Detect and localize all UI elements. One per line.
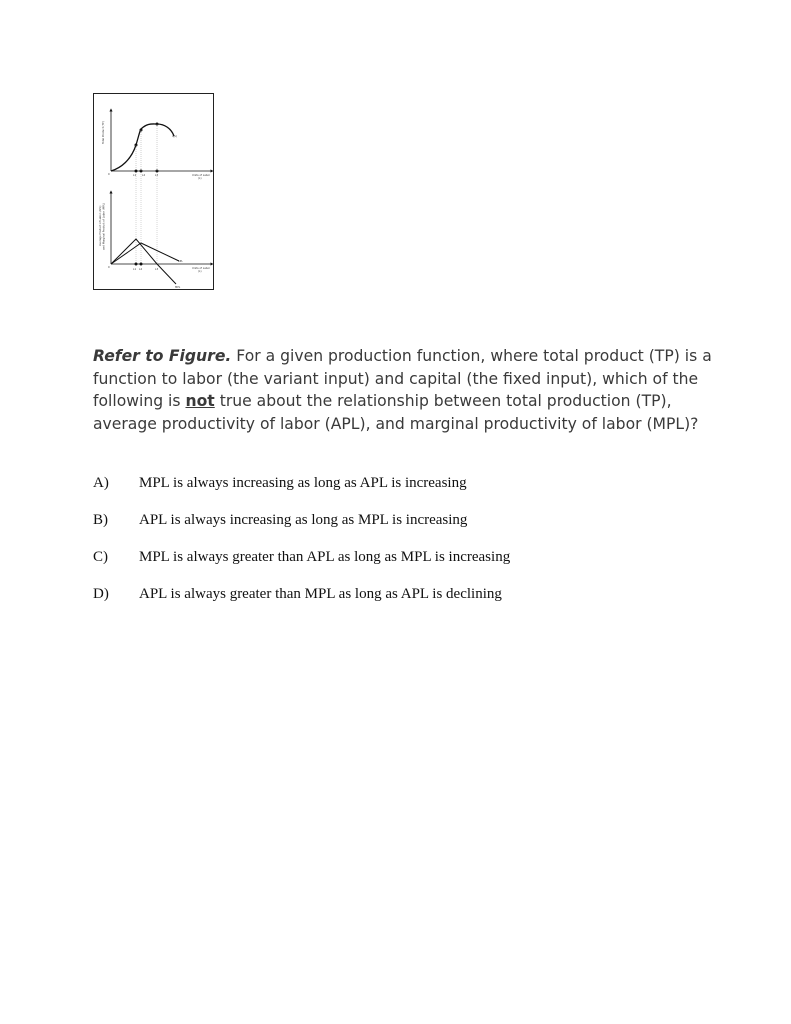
- tp-y-label: Total Product (TP): [102, 121, 105, 144]
- apl-x-label-2: (L): [198, 270, 202, 273]
- apl-y-label-2: and Marginal Product of Labor (MPL): [102, 202, 106, 250]
- production-figure-svg: [94, 94, 213, 289]
- question-emphasis: not: [185, 392, 215, 411]
- apl-tick-l2: L2: [139, 268, 143, 271]
- tp-x-label-2: (L): [198, 177, 202, 180]
- question-part2: true about the relationship between total production (TP), average productivity of labor (APL), and marginal productivity of labor (MPL)?: [93, 392, 699, 433]
- mpl-curve-label: MPL: [175, 286, 181, 289]
- tp-curve-label: q(L): [172, 135, 178, 138]
- apl-mpl-panel: [98, 192, 212, 289]
- tp-curve: [111, 124, 174, 171]
- option-a[interactable]: [93, 475, 713, 497]
- apl-tick-l3: L3: [155, 268, 159, 271]
- tp-tick-l3: L3: [155, 174, 159, 177]
- question-text: [93, 345, 713, 435]
- question-part1: For a given production function, where total product (TP) is a function to labor (the variant input) and capital (the fixed input), which of the following is: [93, 347, 712, 411]
- apl-x-label-1: Units of Labor: [192, 267, 211, 270]
- option-text: APL is always increasing as long as MPL is increasing: [139, 512, 468, 528]
- tp-origin-label: 0: [108, 173, 110, 176]
- mpl-curve: [111, 239, 176, 284]
- option-text: MPL is always increasing as long as APL is increasing: [139, 475, 467, 491]
- production-figure: [93, 93, 214, 290]
- apl-y-label-1: Average Product of Labor (APL): [99, 205, 102, 246]
- apl-origin-label: 0: [108, 266, 110, 269]
- question-lead: Refer to Figure.: [93, 347, 232, 365]
- tp-x-label-1: Units of Labor: [192, 174, 211, 177]
- option-letter: C): [93, 549, 108, 565]
- apl-tick-l1: L1: [133, 268, 137, 271]
- option-b[interactable]: [93, 512, 713, 534]
- apl-tick-dot-l1: [135, 263, 138, 266]
- option-letter: D): [93, 586, 109, 602]
- option-letter: B): [93, 512, 108, 528]
- tp-tick-l1: L1: [133, 174, 137, 177]
- apl-curve-label: APL: [178, 260, 183, 263]
- apl-tick-dot-l2: [140, 263, 143, 266]
- option-letter: A): [93, 475, 109, 491]
- option-text: APL is always greater than MPL as long as APL is declining: [139, 586, 502, 602]
- option-c[interactable]: [93, 549, 713, 571]
- tp-panel: [101, 110, 212, 180]
- option-d[interactable]: [93, 586, 713, 608]
- tp-tick-l2: L2: [142, 174, 146, 177]
- option-text: MPL is always greater than APL as long as MPL is increasing: [139, 549, 511, 565]
